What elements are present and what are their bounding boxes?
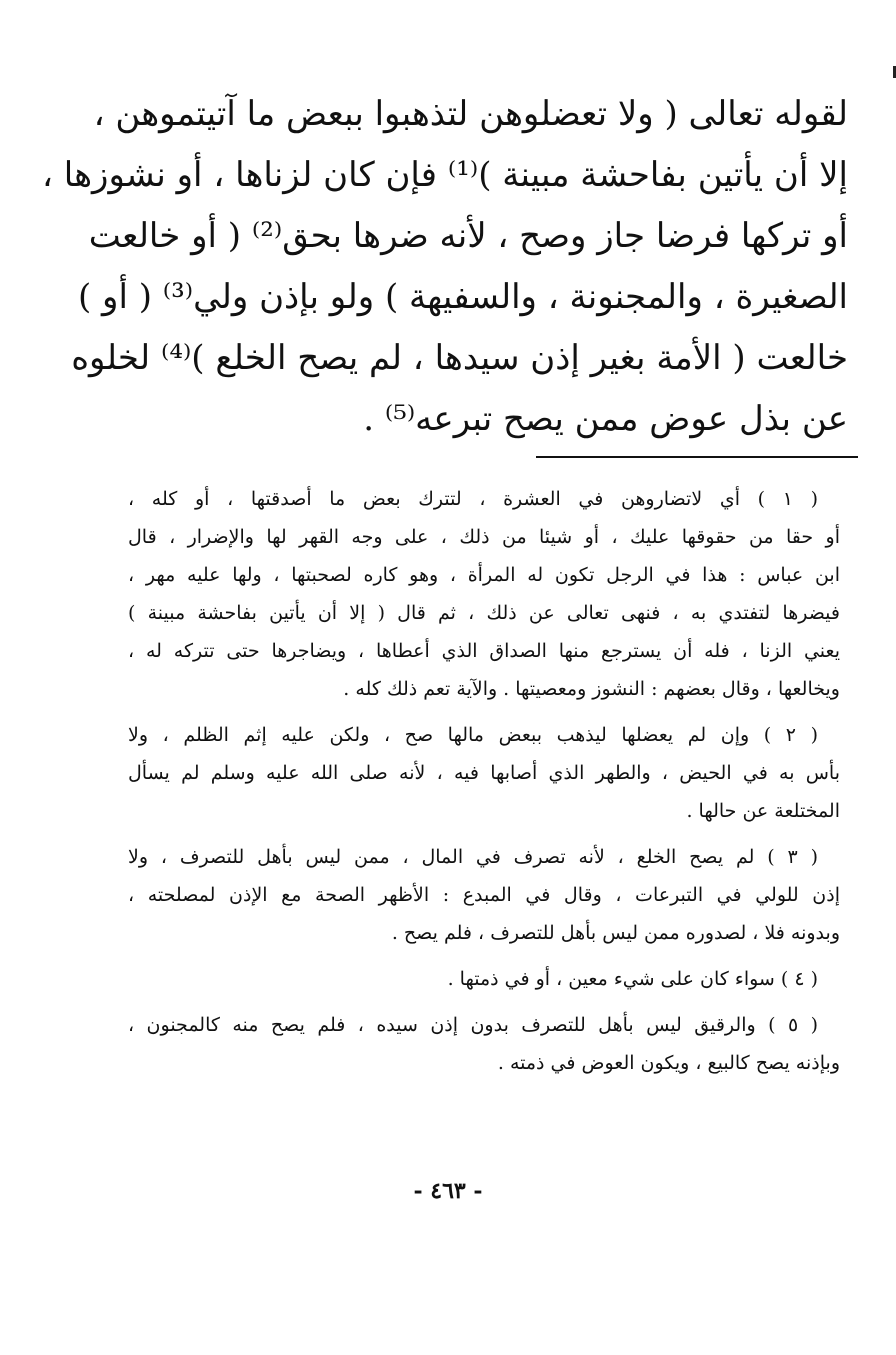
main-text-line: لقوله تعالى ( ولا تعضلوهن لتذهبوا ببعض ما آتيتموهن ، [93, 94, 848, 134]
footnote-line: ( ٥ ) والرقيق ليس بأهل للتصرف بدون إذن سيده ، فلم يصح منه كالمجنون ، [128, 1014, 818, 1036]
footnote-2 [128, 716, 840, 830]
footnote-line: يعني الزنا ، فله أن يسترجع منها الصداق الذي أعطاها ، ويضاجرها حتى تتركه له ، [128, 640, 840, 662]
footnote-line: المختلعة عن حالها . [686, 800, 840, 822]
footnote-line: فيضرها لتفتدي به ، فنهى تعالى عن ذلك ، ثم قال ( إلا أن يأتين بفاحشة مبينة ) [128, 602, 840, 624]
footnote-line: ( ٣ ) لم يصح الخلع ، لأنه تصرف في المال ، ممن ليس بأهل للتصرف ، ولا [128, 846, 819, 868]
footnote-line: إذن للولي في التبرعات ، وقال في المبدع : الأظهر الصحة مع الإذن لمصلحته ، [128, 884, 840, 906]
footnotes-section [128, 480, 840, 1090]
footnote-line: بأس به في الحيض ، والطهر الذي أصابها فيه ، لأنه صلى الله عليه وسلم لم يسأل [128, 762, 840, 784]
footnote-5 [128, 1006, 840, 1082]
main-text-line: أو تركها فرضا جاز وصح ، لأنه ضرها بحق⁽²⁾ ( أو خالعت [88, 216, 848, 256]
main-text-body [41, 84, 848, 450]
footnote-line: ويخالعها ، وقال بعضهم : النشوز ومعصيتها . والآية تعم ذلك كله . [343, 678, 840, 700]
footnote-line: ( ٤ ) سواء كان على شيء معين ، أو في ذمتها . [447, 968, 818, 990]
main-text-line: الصغيرة ، والمجنونة ، والسفيهة ) ولو بإذن ولي⁽³⁾ ( أو ) [77, 277, 848, 317]
footnote-3 [128, 838, 840, 952]
footnote-line: وبدونه فلا ، لصدوره ممن ليس بأهل للتصرف ، فلم يصح . [391, 922, 840, 944]
footnote-1 [128, 480, 840, 708]
page-number: - ٤٦٣ - [413, 1178, 483, 1204]
footnote-line: ( ١ ) أي لاتضاروهن في العشرة ، لتترك بعض ما أصدقتها ، أو كله ، [128, 488, 818, 510]
footnote-4 [128, 960, 840, 998]
footnote-line: وبإذنه يصح كالبيع ، ويكون العوض في ذمته . [497, 1052, 840, 1074]
footnote-line: أو حقا من حقوقها عليك ، أو شيئا من ذلك ، على وجه القهر لها والإضرار ، قال [128, 526, 840, 548]
footnote-line: ( ٢ ) وإن لم يعضلها ليذهب ببعض مالها صح ، ولكن عليه إثم الظلم ، ولا [128, 724, 819, 746]
main-text-line: عن بذل عوض ممن يصح تبرعه⁽⁵⁾ . [363, 399, 848, 439]
main-text-line: خالعت ( الأمة بغير إذن سيدها ، لم يصح الخلع )⁽⁴⁾ لخلوه [71, 338, 848, 378]
footnote-separator-rule [536, 456, 858, 458]
main-text-line: إلا أن يأتين بفاحشة مبينة )⁽¹⁾ فإن كان لزناها ، أو نشوزها ، [41, 155, 848, 195]
footnote-line: ابن عباس : هذا في الرجل تكون له المرأة ، وهو كاره لصحبتها ، ولها عليه مهر ، [128, 564, 840, 586]
